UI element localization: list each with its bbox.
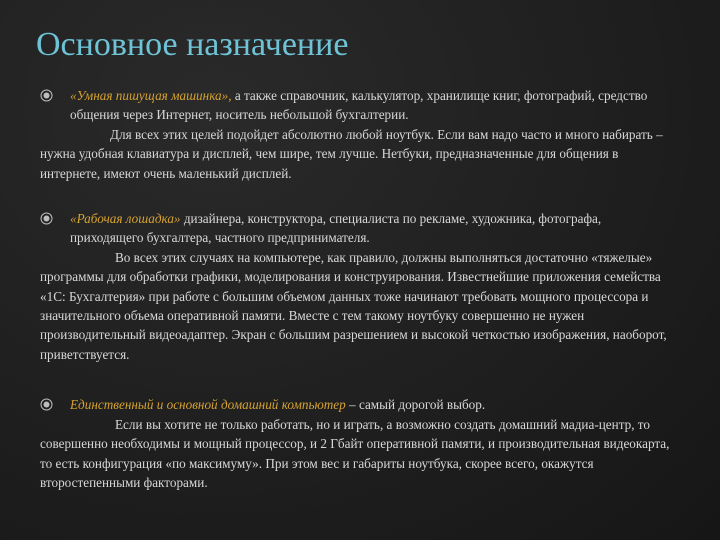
bullet-item-1 xyxy=(40,86,670,125)
bullet-circle-icon xyxy=(40,89,53,102)
paragraph-3: Если вы хотите не только работать, но и играть, а возможно создать домашний мадиа-центр, то совершенно необходимы и мощный процессор, и 2 Гбайт оперативной памяти, и производительная видеокарта, то есть конфигурация «по максимуму». При этом вес и габариты ноутбука, скорее всего, окажутся второстепенными факторами. xyxy=(40,416,670,490)
bullet-2-text: дизайнера, конструктора, специалиста по рекламе, художника, фотографа, приходящего бухгалтера, частного предпринимателя. xyxy=(70,211,602,246)
bullet-1-emphasis: «Умная пишущая машинка», xyxy=(70,88,232,103)
paragraph-1: Для всех этих целей подойдет абсолютно любой ноутбук. Если вам надо часто и много набирать – нужна удобная клавиатура и дисплей, чем шире, тем лучше. Нетбуки, предназначенные для общения в интернете, имеют очень маленький дисплей. xyxy=(40,126,663,181)
bullet-3-text: – самый дорогой выбор. xyxy=(345,397,486,413)
bullet-2-emphasis: «Рабочая лошадка» xyxy=(70,211,181,227)
slide-title: Основное назначение xyxy=(36,26,349,63)
bullet-circle-icon xyxy=(40,398,53,411)
paragraph-2: Во всех этих случаях на компьютере, как правило, должны выполняться достаточно «тяжелые» программы для обработки графики, моделирования и конструирования. Известнейшие приложения семейства «1С: Бухгалтерия» при работе с большим объемом данных тоже начинают требовать мощного процессора и значительного объема оперативной памяти. Вместе с тем такому ноутбуку совершенно не нужен производительный видеоадаптер. Экран с большим разрешением и высокой четкостью изображения, наоборот, приветствуется. xyxy=(40,249,667,362)
bullet-circle-icon xyxy=(40,212,53,225)
bullet-1-text: а также справочник, калькулятор, хранилище книг, фотографий, средство общения через Интернет, носитель небольшой бухгалтерии. xyxy=(70,88,648,123)
bullet-3-emphasis: Единственный и основной домашний компьютер xyxy=(70,397,346,413)
bullet-item-2 xyxy=(40,209,670,248)
slide-content xyxy=(40,86,670,492)
bullet-item-3 xyxy=(40,395,670,414)
